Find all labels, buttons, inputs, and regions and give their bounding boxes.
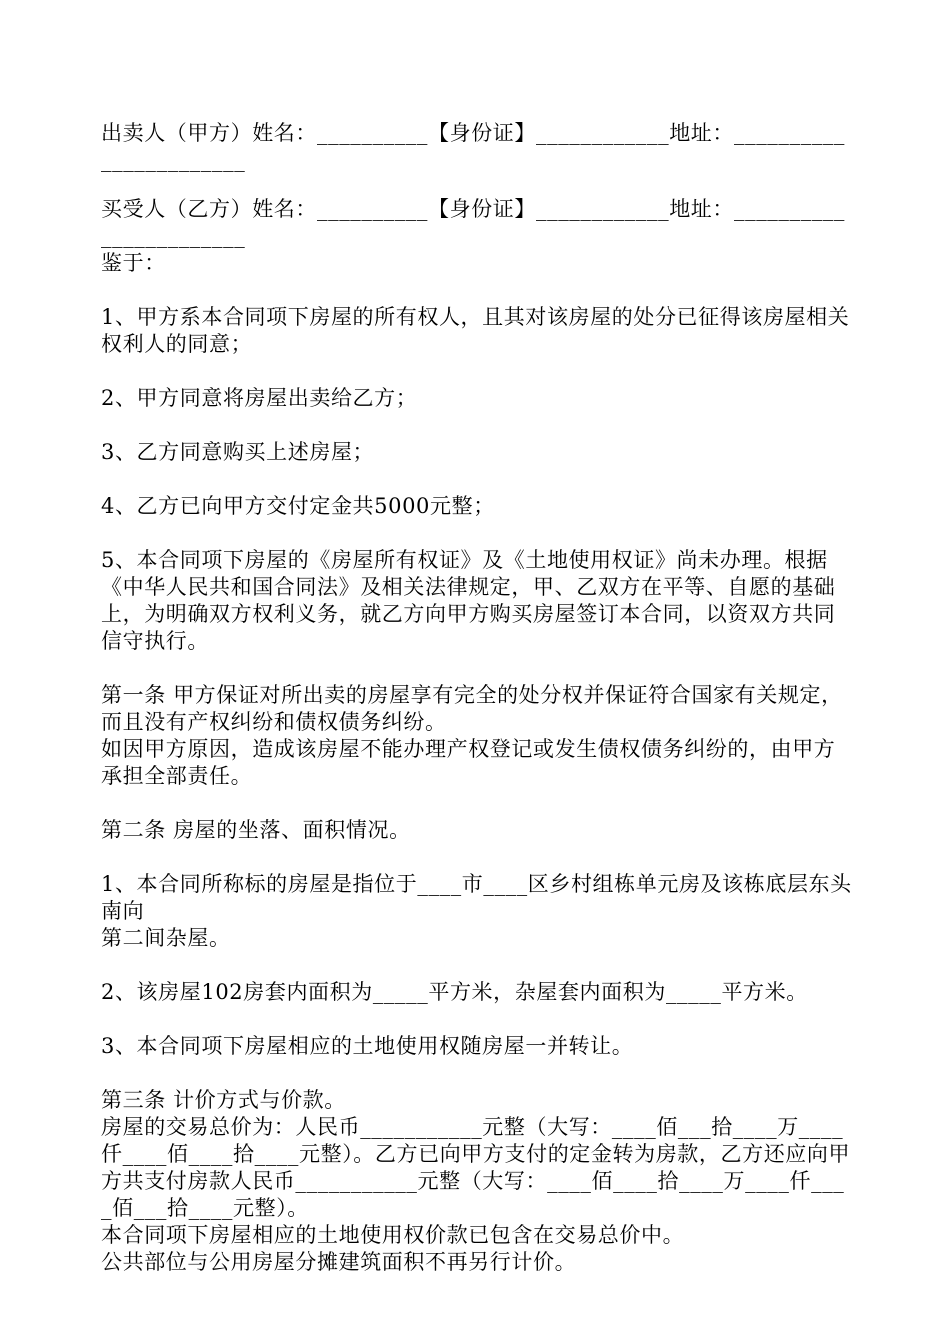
whereas-item-1: 1、甲方系本合同项下房屋的所有权人，且其对该房屋的处分已征得该房屋相关权利人的同意；: [101, 305, 850, 356]
buyer-line: 买受人（乙方）姓名：__________【身份证】____________地址：_______________________: [101, 197, 845, 248]
whereas-item-3: 3、乙方同意购买上述房屋；: [101, 440, 375, 464]
article-3-land: 本合同项下房屋相应的土地使用权价款已包含在交易总价中。: [101, 1223, 685, 1247]
whereas-heading: 鉴于：: [101, 251, 166, 275]
article-2-item-1: 1、本合同所称标的房屋是指位于____市____区乡村组栋单元房及该栋底层东头南向: [101, 872, 852, 923]
article-2-item-2: 2、该房屋102房套内面积为_____平方米，杂屋套内面积为_____平方米。: [101, 980, 808, 1004]
article-2-item-3: 3、本合同项下房屋相应的土地使用权随房屋一并转让。: [101, 1034, 634, 1058]
whereas-item-5: 5、本合同项下房屋的《房屋所有权证》及《土地使用权证》尚未办理。根据《中华人民共和国合同法》及相关法律规定，甲、乙双方在平等、自愿的基础上，为明确双方权利义务，就乙方向甲方购买房屋签订本合同，以资双方共同信守执行。: [101, 548, 836, 653]
whereas-item-4: 4、乙方已向甲方交付定金共5000元整；: [101, 494, 495, 518]
article-1-text-2: 如因甲方原因，造成该房屋不能办理产权登记或发生债权债务纠纷的，由甲方承担全部责任。: [101, 737, 836, 788]
article-3-heading: 第三条 计价方式与价款。: [101, 1088, 346, 1112]
contract-page: [101, 120, 853, 1276]
article-2-item-1-cont: 第二间杂屋。: [101, 926, 231, 950]
article-1-text: 第一条 甲方保证对所出卖的房屋享有完全的处分权并保证符合国家有关规定，而且没有产权纠纷和债权债务纠纷。: [101, 683, 843, 734]
article-2-heading: 第二条 房屋的坐落、面积情况。: [101, 818, 411, 842]
article-3-price: 房屋的交易总价为：人民币___________元整（大写：____佰___拾____万____仟____佰____拾____元整）。乙方已向甲方支付的定金转为房款，乙方还应向甲方共支付房款人民币___________元整（大写：____佰____拾____万____仟____佰___拾____元整）。: [101, 1115, 851, 1220]
article-3-public: 公共部位与公用房屋分摊建筑面积不再另行计价。: [101, 1250, 577, 1274]
seller-line: 出卖人（甲方）姓名：__________【身份证】____________地址：_______________________: [101, 121, 845, 172]
whereas-item-2: 2、甲方同意将房屋出卖给乙方；: [101, 386, 418, 410]
